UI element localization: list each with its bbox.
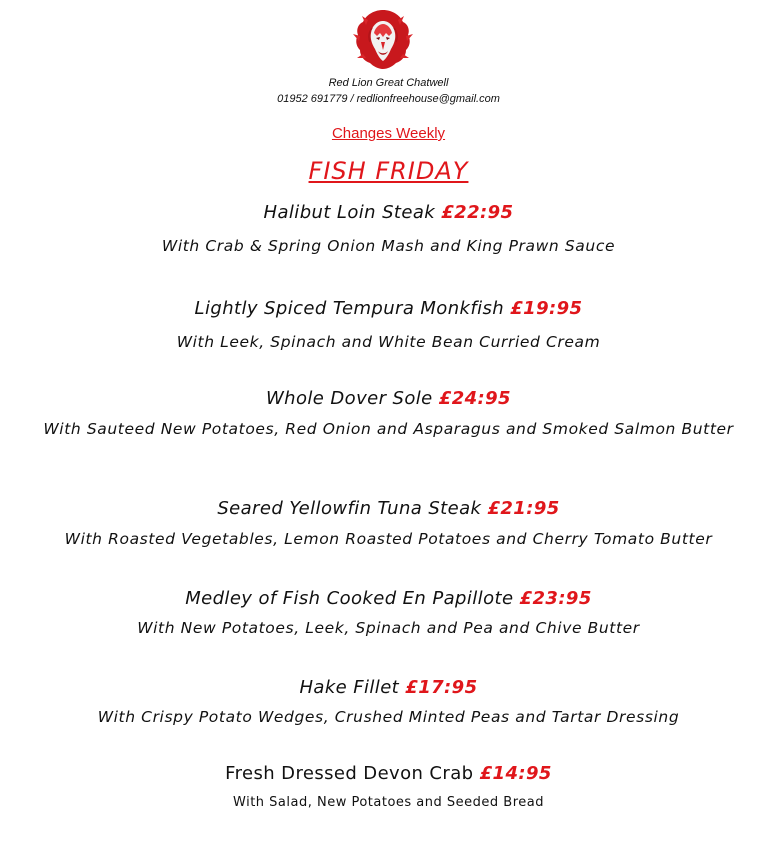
dish-name: Medley of Fish Cooked En Papillote	[185, 588, 514, 609]
dish-name: Hake Fillet	[299, 677, 400, 698]
dish-price: £21:95	[487, 498, 560, 519]
dish-price: £23:95	[519, 588, 592, 609]
menu-title: FISH FRIDAY	[308, 157, 469, 185]
dish-description: With New Potatoes, Leek, Spinach and Pea and Chive Butter	[137, 619, 640, 637]
dish-description: With Sauteed New Potatoes, Red Onion and Asparagus and Smoked Salmon Butter	[43, 420, 734, 438]
dish-price: £24:95	[438, 388, 511, 409]
changes-weekly-note: Changes Weekly	[331, 125, 446, 142]
dish-name: Whole Dover Sole	[265, 388, 433, 409]
dish-description: With Roasted Vegetables, Lemon Roasted Potatoes and Cherry Tomato Butter	[64, 530, 713, 548]
dish-price: £22:95	[441, 202, 514, 223]
dish-name: Lightly Spiced Tempura Monkfish	[194, 298, 505, 319]
dish-price: £19:95	[510, 298, 583, 319]
dish-title	[0, 202, 777, 223]
dish-price: £17:95	[405, 677, 478, 698]
dish-title	[0, 763, 777, 784]
red-lion-head-icon	[350, 6, 416, 72]
dish-description: With Crispy Potato Wedges, Crushed Minted Peas and Tartar Dressing	[97, 708, 680, 726]
dish-title	[0, 498, 777, 519]
dish-description: With Salad, New Potatoes and Seeded Bread	[233, 795, 544, 810]
contact-info: 01952 691779 / redlionfreehouse@gmail.com	[277, 93, 500, 105]
venue-name: Red Lion Great Chatwell	[328, 77, 449, 89]
dish-title	[0, 588, 777, 609]
dish-description: With Crab & Spring Onion Mash and King Prawn Sauce	[161, 237, 616, 255]
dish-title	[0, 298, 777, 319]
dish-price: £14:95	[479, 763, 552, 784]
dish-name: Seared Yellowfin Tuna Steak	[217, 498, 482, 519]
dish-title	[0, 388, 777, 409]
dish-title	[0, 677, 777, 698]
dish-name: Halibut Loin Steak	[263, 202, 436, 223]
dish-description: With Leek, Spinach and White Bean Curried Cream	[176, 333, 601, 351]
dish-name: Fresh Dressed Devon Crab	[225, 763, 474, 784]
